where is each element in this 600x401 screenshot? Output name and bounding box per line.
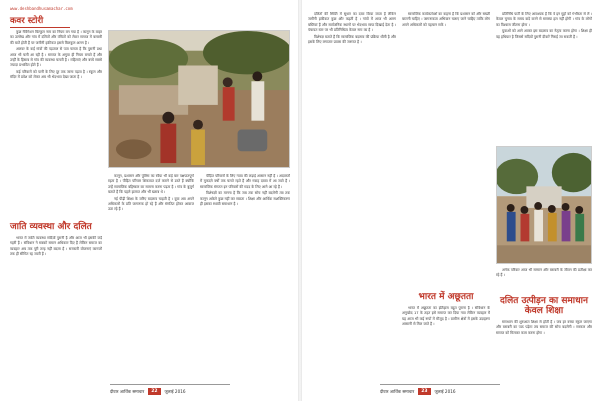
footer-date: जुलाई 2016 [434, 388, 456, 394]
right-col-3-bottom [496, 320, 592, 382]
site-url: www.deshbandhusamachar.com [10, 6, 73, 11]
right-col3-para: समाधान की शुरुआत शिक्षा से होती है । जब हर बच्चा स्कूल जाएगा और बराबरी का पाठ पढ़ेगा तब समाज की सोच बदलेगी । सरकार और समाज को मिलकर काम करना होगा । [496, 320, 592, 335]
right-heading-untouchability: भारत में अछूतता [418, 292, 474, 302]
right-col-2-top [402, 12, 490, 284]
right-col3-para: अनेक परिवार आज भी सम्मान और बराबरी के जीवन की प्रतीक्षा कर रहे हैं । [496, 268, 592, 278]
footer-publication: दीवार आर्थिक समाचार [380, 388, 415, 394]
right-col1-para: विशेषज्ञ बताते हैं कि सामाजिक बदलाव की प्रक्रिया धीमी है और इसके लिए लगातार प्रयास की जरूरत है । [308, 34, 396, 44]
left-col1-para: कुछ नेविगेशन बिल्कुल नाम का नियम बन गया है । कानून के बाहर का उल्लेख और गांव में दलितों और वंचितों को लेकर समाज में बराबरी की बातें होती हैं पर जमीनी हकीकत इससे बिलकुल अलग है । [10, 30, 102, 45]
section-title: कवर स्टोरी [10, 15, 70, 28]
left-col-3 [200, 174, 290, 382]
right-col2-para: सामाजिक कार्यकर्ताओं का कहना है कि प्रशासन को और सख्ती बरतनी चाहिए । जागरूकता अभियान चलाए जाने चाहिए ताकि लोग अपने अधिकारों को पहचान सकें । [402, 12, 490, 27]
left-col1-para: भारत में जाति व्यवस्था सदियों पुरानी है और आज भी इसकी जड़ें गहरी हैं । संविधान ने सबको समान अधिकार दिए हैं लेकिन समाज का व्यवहार अब तक पूरी तरह नहीं बदला है । सरकारी योजनाएं कागजों तक ही सीमित रह जाती हैं । [10, 236, 102, 256]
right-col3-para: युवाओं को आगे आकर इस बदलाव का नेतृत्व करना होगा । शिक्षा ही वह हथियार है जिससे सदियों पुरानी दीवारें गिराई जा सकती हैं । [496, 29, 592, 39]
right-page [300, 0, 600, 401]
footer-rule [380, 384, 500, 385]
village-scene-image [109, 31, 289, 167]
left-footer [110, 386, 230, 397]
page-number: 22 [148, 388, 160, 395]
right-heading-solution: दलित उत्पीड़न का समाधान केवल शिक्षा [500, 296, 588, 316]
left-col1-para: अलवर के कई गांवों की पड़ताल से पता चलता है कि पुरानी प्रथा आज भी चली आ रही है । समाज के अगुवा ही नियम बनाते हैं और उन्हीं के हिसाब से गांव की व्यवस्था चलती है । महिलाएं और बच्चे सबसे ज्यादा प्रभावित होते हैं । [10, 47, 102, 67]
left-heading-caste: जाति व्यवस्था और दलित [10, 222, 92, 232]
footer-publication: दीवार आर्थिक समाचार [110, 388, 145, 394]
left-col3-para: विशेषज्ञों का मानना है कि जब तक सोच नहीं बदलेगी तब तक कानून अकेले कुछ नहीं कर सकता । शिक्षा और आर्थिक सशक्तिकरण ही इसका स्थायी समाधान है । [200, 191, 290, 206]
right-col1-para: दलितों की स्थिति में सुधार का दावा किया जाता है लेकिन जमीनी हकीकत कुछ और कहती है । गांवों में आज भी अलग बस्तियां हैं और सार्वजनिक स्थानों पर भेदभाव साफ दिखाई देता है । पंचायत स्तर पर भी प्रतिनिधित्व केवल नाम का है । [308, 12, 396, 32]
page-number: 23 [418, 388, 430, 395]
right-footer [380, 386, 500, 397]
left-col2-para: नई पीढ़ी शिक्षा के जरिए बदलाव चाहती है । युवा अब अपने अधिकारों के प्रति जागरूक हो रहे हैं और संगठित होकर आवाज उठा रहे हैं । [108, 196, 194, 211]
right-col2-para: भारत में अछूतता का इतिहास बहुत पुराना है । संविधान के अनुच्छेद 17 के तहत इसे समाप्त कर दिया गया लेकिन व्यवहार में यह आज भी कई रूपों में मौजूद है । ग्रामीण क्षेत्रों में इसके उदाहरण आसानी से मिल जाते हैं । [402, 306, 490, 326]
left-col-2 [108, 174, 194, 382]
people-group-image [497, 147, 591, 263]
left-col-1-top [10, 30, 102, 218]
footer-date: जुलाई 2016 [164, 388, 186, 394]
left-col3-para: पीड़ित परिवारों के लिए न्याय की लड़ाई आसान नहीं है । अदालतों में मुकदमे वर्षों तक चलते रहते हैं और गवाह दबाव में आ जाते हैं । सामाजिक संगठन इन परिवारों की मदद के लिए आगे आ रहे हैं । [200, 174, 290, 189]
right-col3-para: प्रतिनिधि पार्टी के लिए आवश्यक है कि वे इन मुद्दों को गंभीरता से लें । केवल चुनाव के समय वादे करने से समस्या हल नहीं होगी । गांव के लोगों का विश्वास जीतना होगा । [496, 12, 592, 27]
right-col-1 [308, 12, 396, 382]
left-col2-para: कानून, प्रशासन और पुलिस का रवैया भी कई बार पक्षपातपूर्ण रहता है । पीड़ित परिवार शिकायत दर्ज कराने से डरते हैं क्योंकि उन्हें सामाजिक बहिष्कार का सामना करना पड़ता है । गांव के बुजुर्ग बताते हैं कि पहले हालात और भी खराब थे । [108, 174, 194, 194]
right-col-2-bottom [402, 306, 490, 382]
right-col-3-top [496, 12, 592, 142]
right-col-3-mid [496, 268, 592, 294]
left-col-1-bottom [10, 236, 102, 382]
footer-rule [110, 384, 230, 385]
left-col1-para: कई परिवारों को पानी के लिए दूर तक जाना पड़ता है । स्कूल और मंदिर में प्रवेश को लेकर अब भी भेदभाव देखा जाता है । [10, 69, 102, 79]
left-photo [108, 30, 290, 168]
right-photo [496, 146, 592, 264]
